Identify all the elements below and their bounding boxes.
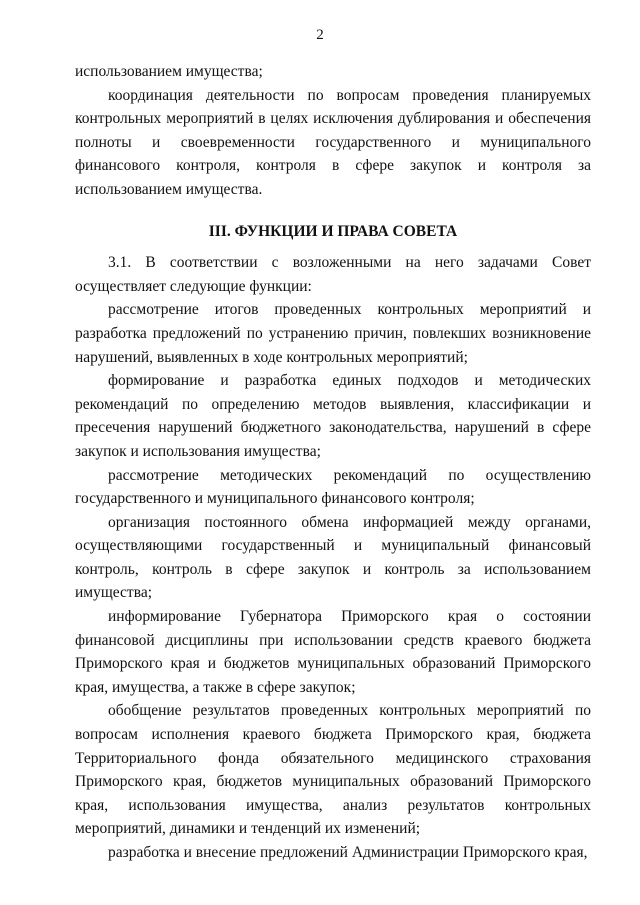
paragraph-function-generalization: обобщение результатов проведенных контрольных мероприятий по вопросам исполнения краевого бюджета Приморского края, бюджета Территориального фонда обязательного медицинского страхования Приморского края, бюджетов муниципальных образований Приморского края, использования имущества, анализ результатов контрольных мероприятий, динамики и тенденций их изменений; [75, 702, 591, 838]
page-number: 2 [316, 27, 324, 43]
paragraph-coordination: координация деятельности по вопросам проведения планируемых контрольных мероприятий в целях исключения дублирования и обеспечения полноты и своевременности государственного и муниципального финансового контроля, контроля в сфере закупок и контроля за использованием имущества. [75, 86, 591, 198]
paragraph-function-exchange: организация постоянного обмена информацией между органами, осуществляющими государственный и муниципальный финансовый контроль, контроль в сфере закупок и контроль за использованием имущества; [75, 513, 591, 602]
paragraph-continuation: использованием имущества; [75, 63, 263, 80]
paragraph-function-approaches: формирование и разработка единых подходов и методических рекомендаций по определению методов выявления, классификации и пресечения нарушений бюджетного законодательства, нарушений в сфере закупок и использования имущества; [75, 372, 591, 460]
paragraph-function-informing: информирование Губернатора Приморского края о состоянии финансовой дисциплины при использовании средств краевого бюджета Приморского края и бюджетов муниципальных образований Приморского края, имущества, а также в сфере закупок; [75, 608, 591, 696]
paragraph-function-proposals: разработка и внесение предложений Администрации Приморского края, [108, 844, 588, 861]
paragraph-function-recommendations: рассмотрение методических рекомендаций по осуществлению государственного и муниципального финансового контроля; [75, 466, 591, 508]
section-heading: III. ФУНКЦИИ И ПРАВА СОВЕТА [208, 222, 458, 240]
paragraph-3-1: 3.1. В соответствии с возложенными на него задачами Совет осуществляет следующие функции: [75, 254, 591, 295]
paragraph-function-review: рассмотрение итогов проведенных контрольных мероприятий и разработка предложений по устранению причин, повлекших возникновение нарушений, выявленных в ходе контрольных мероприятий; [75, 301, 591, 366]
document-body [75, 60, 591, 865]
